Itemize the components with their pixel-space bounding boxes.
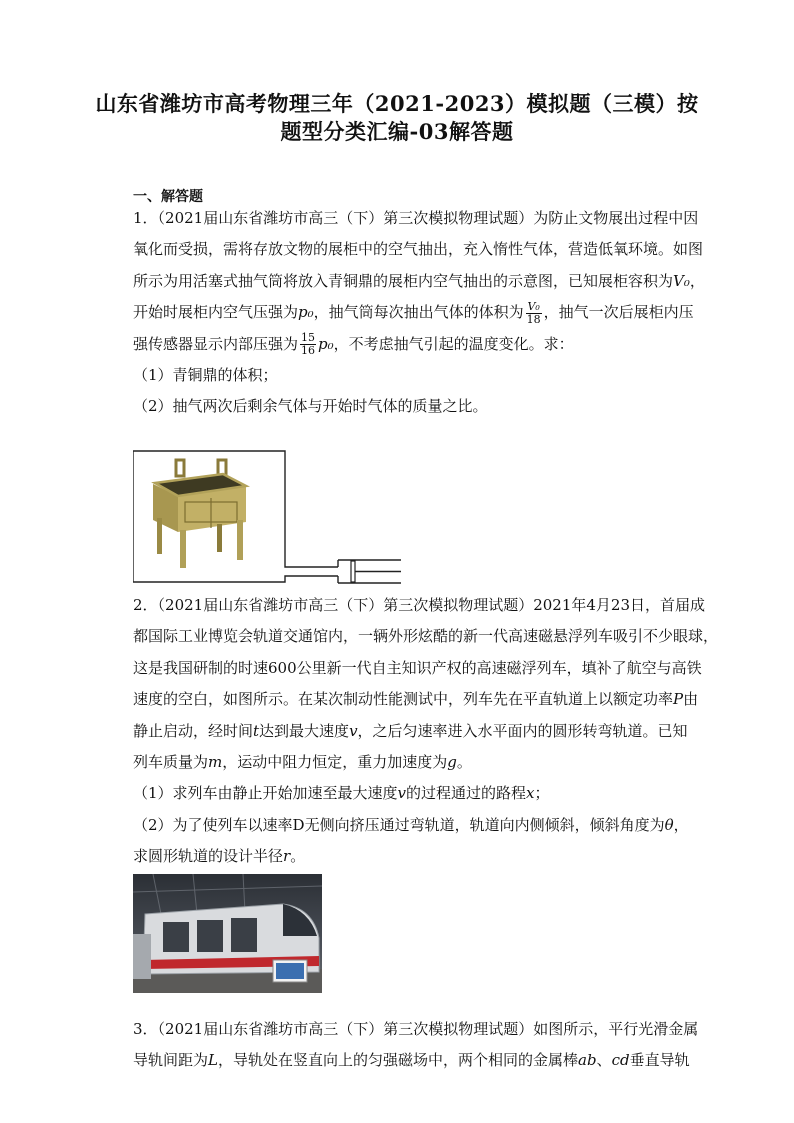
- q2-sub-3: 求圆形轨道的设计半径r。: [133, 847, 306, 866]
- q2-line-4: 速度的空白，如图所示。在某次制动性能测试中，列车先在平直轨道上以额定功率P由: [133, 690, 699, 709]
- fraction-v0-over-18: $\frac{\text{V₀}}{18}$: [526, 299, 541, 326]
- section-heading: 一、解答题: [133, 189, 203, 205]
- q2-sub-1: （1）求列车由静止开始加速至最大速度v的过程通过的路程x；: [133, 784, 550, 803]
- var-v0: V₀: [673, 271, 690, 290]
- bronze-ding-image: [153, 460, 246, 568]
- var-p0: p₀: [318, 334, 334, 353]
- page-title-line-1: 山东省潍坊市高考物理三年（2021-2023）模拟题（三模）按: [95, 91, 699, 116]
- display-case-figure: [133, 450, 403, 584]
- q1-sub-1: （1）青铜鼎的体积；: [133, 366, 278, 385]
- maglev-train-photo: [133, 874, 322, 993]
- q2-line-5: 静止启动，经时间t达到最大速度v，之后匀速率进入水平面内的圆形转弯轨道。已知: [133, 721, 688, 740]
- q1-line-5: 强传感器显示内部压强为 $\frac{15}{16}$ p₀，不考虑抽气引起的温度变化。求：: [133, 331, 574, 358]
- q1-line-3: 所示为用活塞式抽气筒将放入青铜鼎的展柜内空气抽出的示意图，已知展柜容积为V₀，: [133, 271, 705, 290]
- q1-line-4: 开始时展柜内空气压强为p₀，抽气筒每次抽出气体的体积为 $\frac{\text{V₀}}{18}$ ，抽气一次后展柜内压: [133, 299, 694, 326]
- q1-line-2: 氧化而受损，需将存放文物的展柜中的空气抽出，充入惰性气体，营造低氧环境。如图: [133, 240, 704, 259]
- question-2: [133, 590, 719, 873]
- page-title-line-2: 题型分类汇编-03解答题: [280, 119, 514, 144]
- fraction-15-over-16: $\frac{15}{16}$: [301, 331, 316, 358]
- q2-line-3: 这是我国研制的时速600公里新一代自主知识产权的高速磁浮列车，填补了航空与高铁: [133, 658, 702, 677]
- q3-line-2: 导轨间距为L，导轨处在竖直向上的匀强磁场中，两个相同的金属棒ab、cd垂直导轨: [133, 1051, 690, 1070]
- question-1: [133, 203, 705, 423]
- q3-line-1: 3．（2021届山东省潍坊市高三（下）第三次模拟物理试题）如图所示，平行光滑金属: [133, 1020, 699, 1038]
- q2-sub-2: （2）为了使列车以速率D无侧向挤压通过弯轨道，轨道向内侧倾斜，倾斜角度为θ，: [133, 815, 689, 834]
- piston-pump: [338, 560, 401, 583]
- q1-line-1: 1．（2021届山东省潍坊市高三（下）第三次模拟物理试题）为防止文物展出过程中因: [133, 209, 699, 227]
- question-3: [133, 1014, 699, 1077]
- q2-line-6: 列车质量为m，运动中阻力恒定，重力加速度为g。: [133, 753, 472, 772]
- q2-line-1: 2．（2021届山东省潍坊市高三（下）第三次模拟物理试题）2021年4月23日，首届成: [133, 596, 706, 614]
- var-p0: p₀: [298, 303, 314, 322]
- q1-sub-2: （2）抽气两次后剩余气体与开始时气体的质量之比。: [133, 397, 488, 416]
- q2-line-2: 都国际工业博览会轨道交通馆内，一辆外形炫酷的新一代高速磁悬浮列车吸引不少眼球，: [133, 627, 719, 646]
